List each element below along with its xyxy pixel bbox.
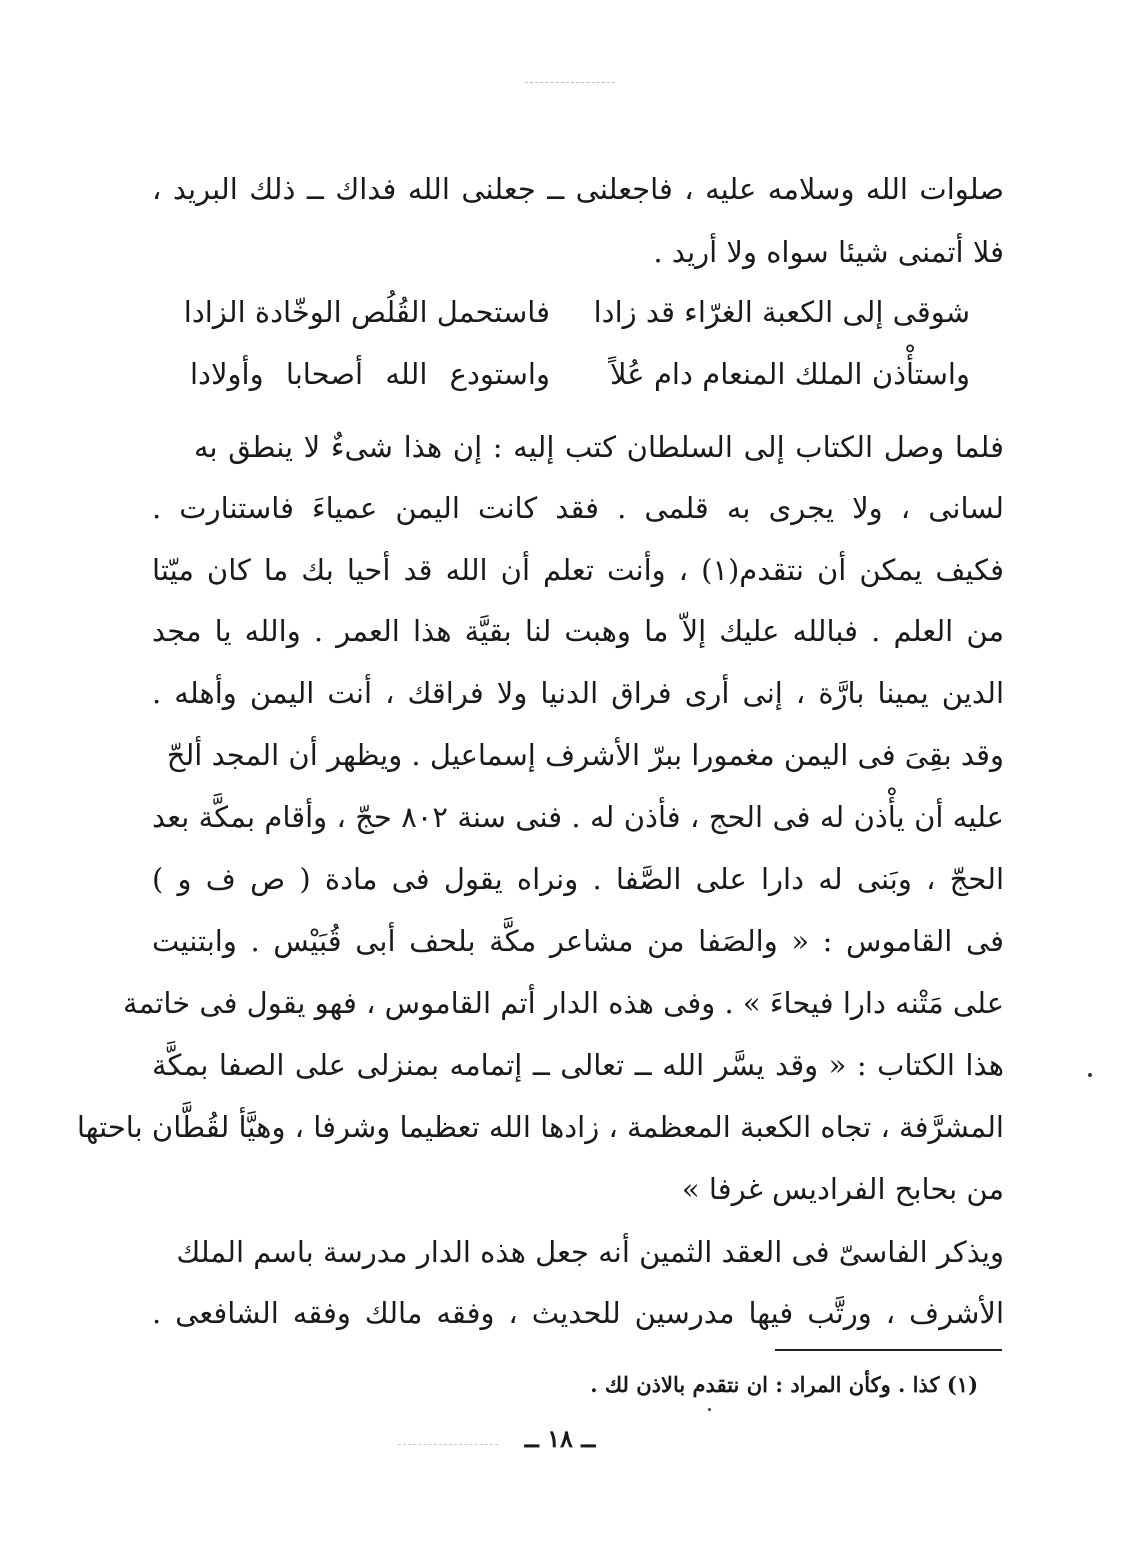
verse-first-hemistich: شوقى إلى الكعبة الغرّاء قد زادا [593,295,970,329]
scan-mark [525,82,615,83]
text-line: عليه أن يأْذن له فى الحج ، فأذن له . فنى سنة ٨٠٢ حجّ ، وأقام بمكَّة بعد [152,800,1004,835]
text-line: صلوات الله وسلامه عليه ، فاجعلنى ــ جعلنى الله فداك ــ ذلك البريد ، [152,172,1004,207]
text-line: الحجّ ، وبَنى له دارا على الصَّفا . ونراه يقول فى مادة ( ص ف و ) [152,862,1004,897]
scan-mark [398,1444,498,1445]
poem-verse [183,292,970,332]
verse-second-hemistich: واستودع الله أصحابا وأولادا [190,357,550,391]
text-line: على مَتْنه دارا فيحاءَ » . وفى هذه الدار أتم القاموس ، فهو يقول فى خاتمة [123,986,1004,1021]
text-line: الأشرف ، ورتَّب فيها مدرسين للحديث ، وفقه مالك وفقه الشافعى . [152,1296,1004,1331]
text-line: من العلم . فبالله عليك إلاّ ما وهبت لنا بقيَّة هذا العمر . والله يا مجد [152,614,1004,649]
footnote: (١) كذا . وكأن المراد : ان نتقدم بالاذن لك . [590,1372,978,1397]
text-line: الدين يمينا بارَّة ، إنى أرى فراق الدنيا ولا فراقك ، أنت اليمن وأهله . [152,676,1004,711]
text-line: وقد بقِىَ فى اليمن مغمورا ببرّ الأشرف إسماعيل . ويظهر أن المجد ألحّ [166,738,1004,773]
text-line: ويذكر الفاسىّ فى العقد الثمين أنه جعل هذه الدار مدرسة باسم الملك [176,1235,1004,1270]
text-line: المشرَّفة ، تجاه الكعبة المعظمة ، زادها الله تعظيما وشرفا ، وهيَّأ لقُطَّان باحتها [76,1110,1004,1145]
footnote-divider [775,1349,1002,1351]
scan-speck [708,1408,711,1411]
verse-second-hemistich: فاستحمل القُلُص الوخّادة الزادا [183,295,550,329]
text-line: فى القاموس : « والصَفا من مشاعر مكَّة بلحف أبى قُبَيْس . وابتنيت [152,924,1004,959]
text-line: فكيف يمكن أن نتقدم(١) ، وأنت تعلم أن الله قد أحيا بك ما كان ميّتا [152,553,1004,588]
scan-speck [1088,1073,1092,1077]
text-line: لسانى ، ولا يجرى به قلمى . فقد كانت اليمن عمياءَ فاستنارت . [152,491,1004,526]
poem-verse [190,354,970,394]
verse-first-hemistich: واستأْذن الملك المنعام دام عُلاً [610,357,970,391]
text-line: هذا الكتاب : « وقد يسَّر الله ــ تعالى ــ إتمامه بمنزلى على الصفا بمكَّة [152,1048,1004,1083]
text-line: من بحابح الفراديس غرفا » [681,1172,1004,1207]
page-number: ــ ١٨ ــ [524,1424,596,1453]
text-line: فلما وصل الكتاب إلى السلطان كتب إليه : إن هذا شىءٌ لا ينطق به [194,430,1004,465]
text-line: فلا أتمنى شيئا سواه ولا أريد . [653,235,1004,270]
